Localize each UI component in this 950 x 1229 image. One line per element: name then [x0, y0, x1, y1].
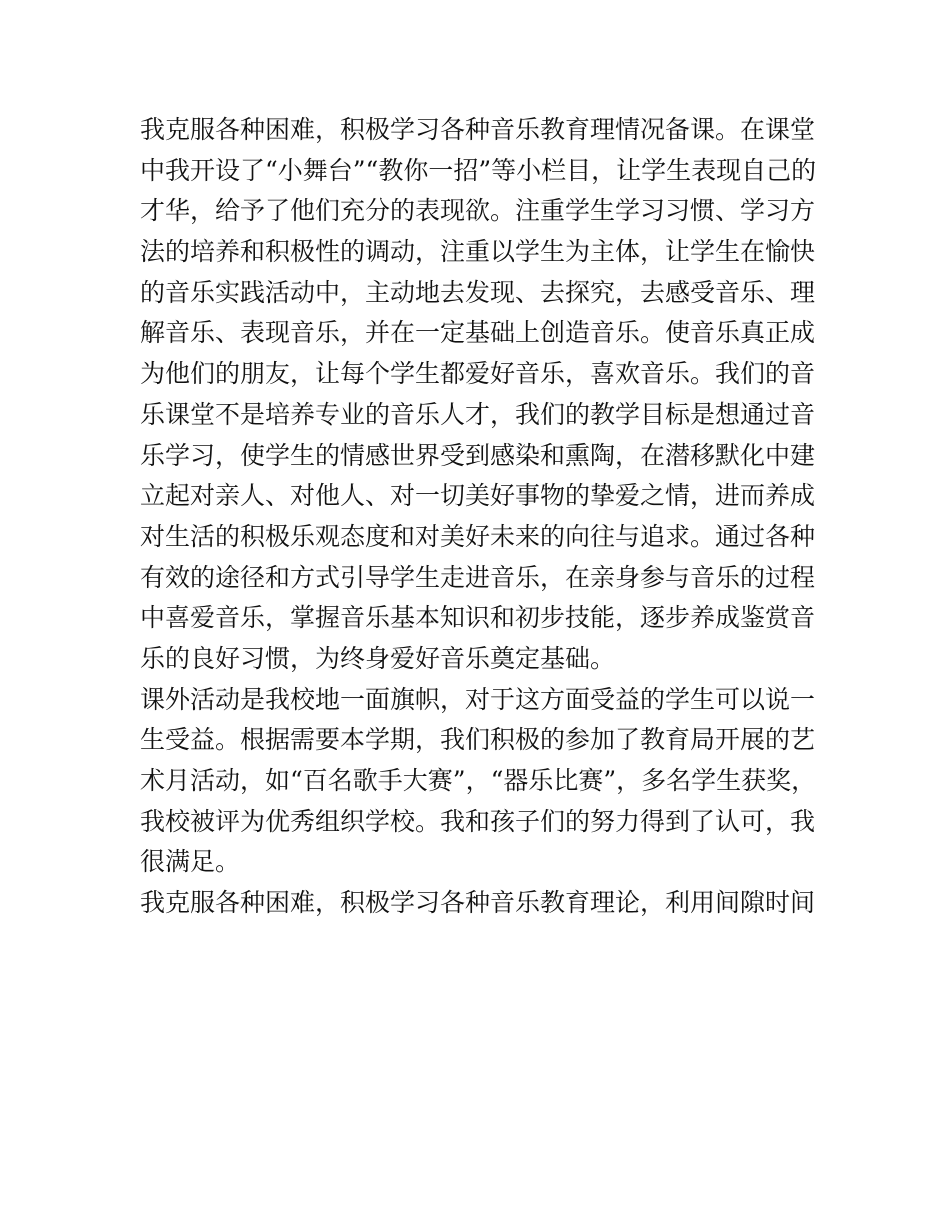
text-line: 我克服各种困难，积极学习各种音乐教育理论，利用间隙时间 [140, 888, 816, 918]
text-line: 解音乐、表现音乐，并在一定基础上创造音乐。使音乐真正成 [140, 318, 816, 348]
text-line: 我校被评为优秀组织学校。我和孩子们的努力得到了认可，我 [140, 806, 816, 836]
text-line: 为他们的朋友，让每个学生都爱好音乐，喜欢音乐。我们的音 [140, 359, 816, 389]
text-line: 才华，给予了他们充分的表现欲。注重学生学习习惯、学习方 [140, 196, 816, 226]
text-line: 生受益。根据需要本学期，我们积极的参加了教育局开展的艺 [140, 725, 816, 755]
text-line: 乐课堂不是培养专业的音乐人才，我们的教学目标是想通过音 [140, 399, 816, 429]
document-body [140, 110, 815, 924]
text-line: 立起对亲人、对他人、对一切美好事物的挚爱之情，进而养成 [140, 481, 816, 511]
text-line: 乐的良好习惯，为终身爱好音乐奠定基础。 [140, 643, 616, 673]
text-line: 很满足。 [140, 847, 241, 877]
text-line: 我克服各种困难，积极学习各种音乐教育理情况备课。在课堂 [140, 115, 816, 144]
text-line: 乐学习，使学生的情感世界受到感染和熏陶，在潜移默化中建 [140, 440, 816, 470]
text-line: 有效的途径和方式引导学生走进音乐，在亲身参与音乐的过程 [140, 562, 816, 592]
text-line: 对生活的积极乐观态度和对美好未来的向往与追求。通过各种 [140, 521, 816, 551]
text-line: 的音乐实践活动中，主动地去发现、去探究，去感受音乐、理 [140, 277, 816, 307]
text-line: 中喜爱音乐，掌握音乐基本知识和初步技能，逐步养成鉴赏音 [140, 603, 816, 633]
text-line: 术月活动，如“百名歌手大赛”，“器乐比赛”，多名学生获奖， [140, 766, 817, 795]
text-line: 法的培养和积极性的调动，注重以学生为主体，让学生在愉快 [140, 237, 816, 267]
text-line: 课外活动是我校地一面旗帜，对于这方面受益的学生可以说一 [140, 684, 816, 714]
text-line: 中我开设了“小舞台”“教你一招”等小栏目，让学生表现自己的 [140, 155, 817, 185]
